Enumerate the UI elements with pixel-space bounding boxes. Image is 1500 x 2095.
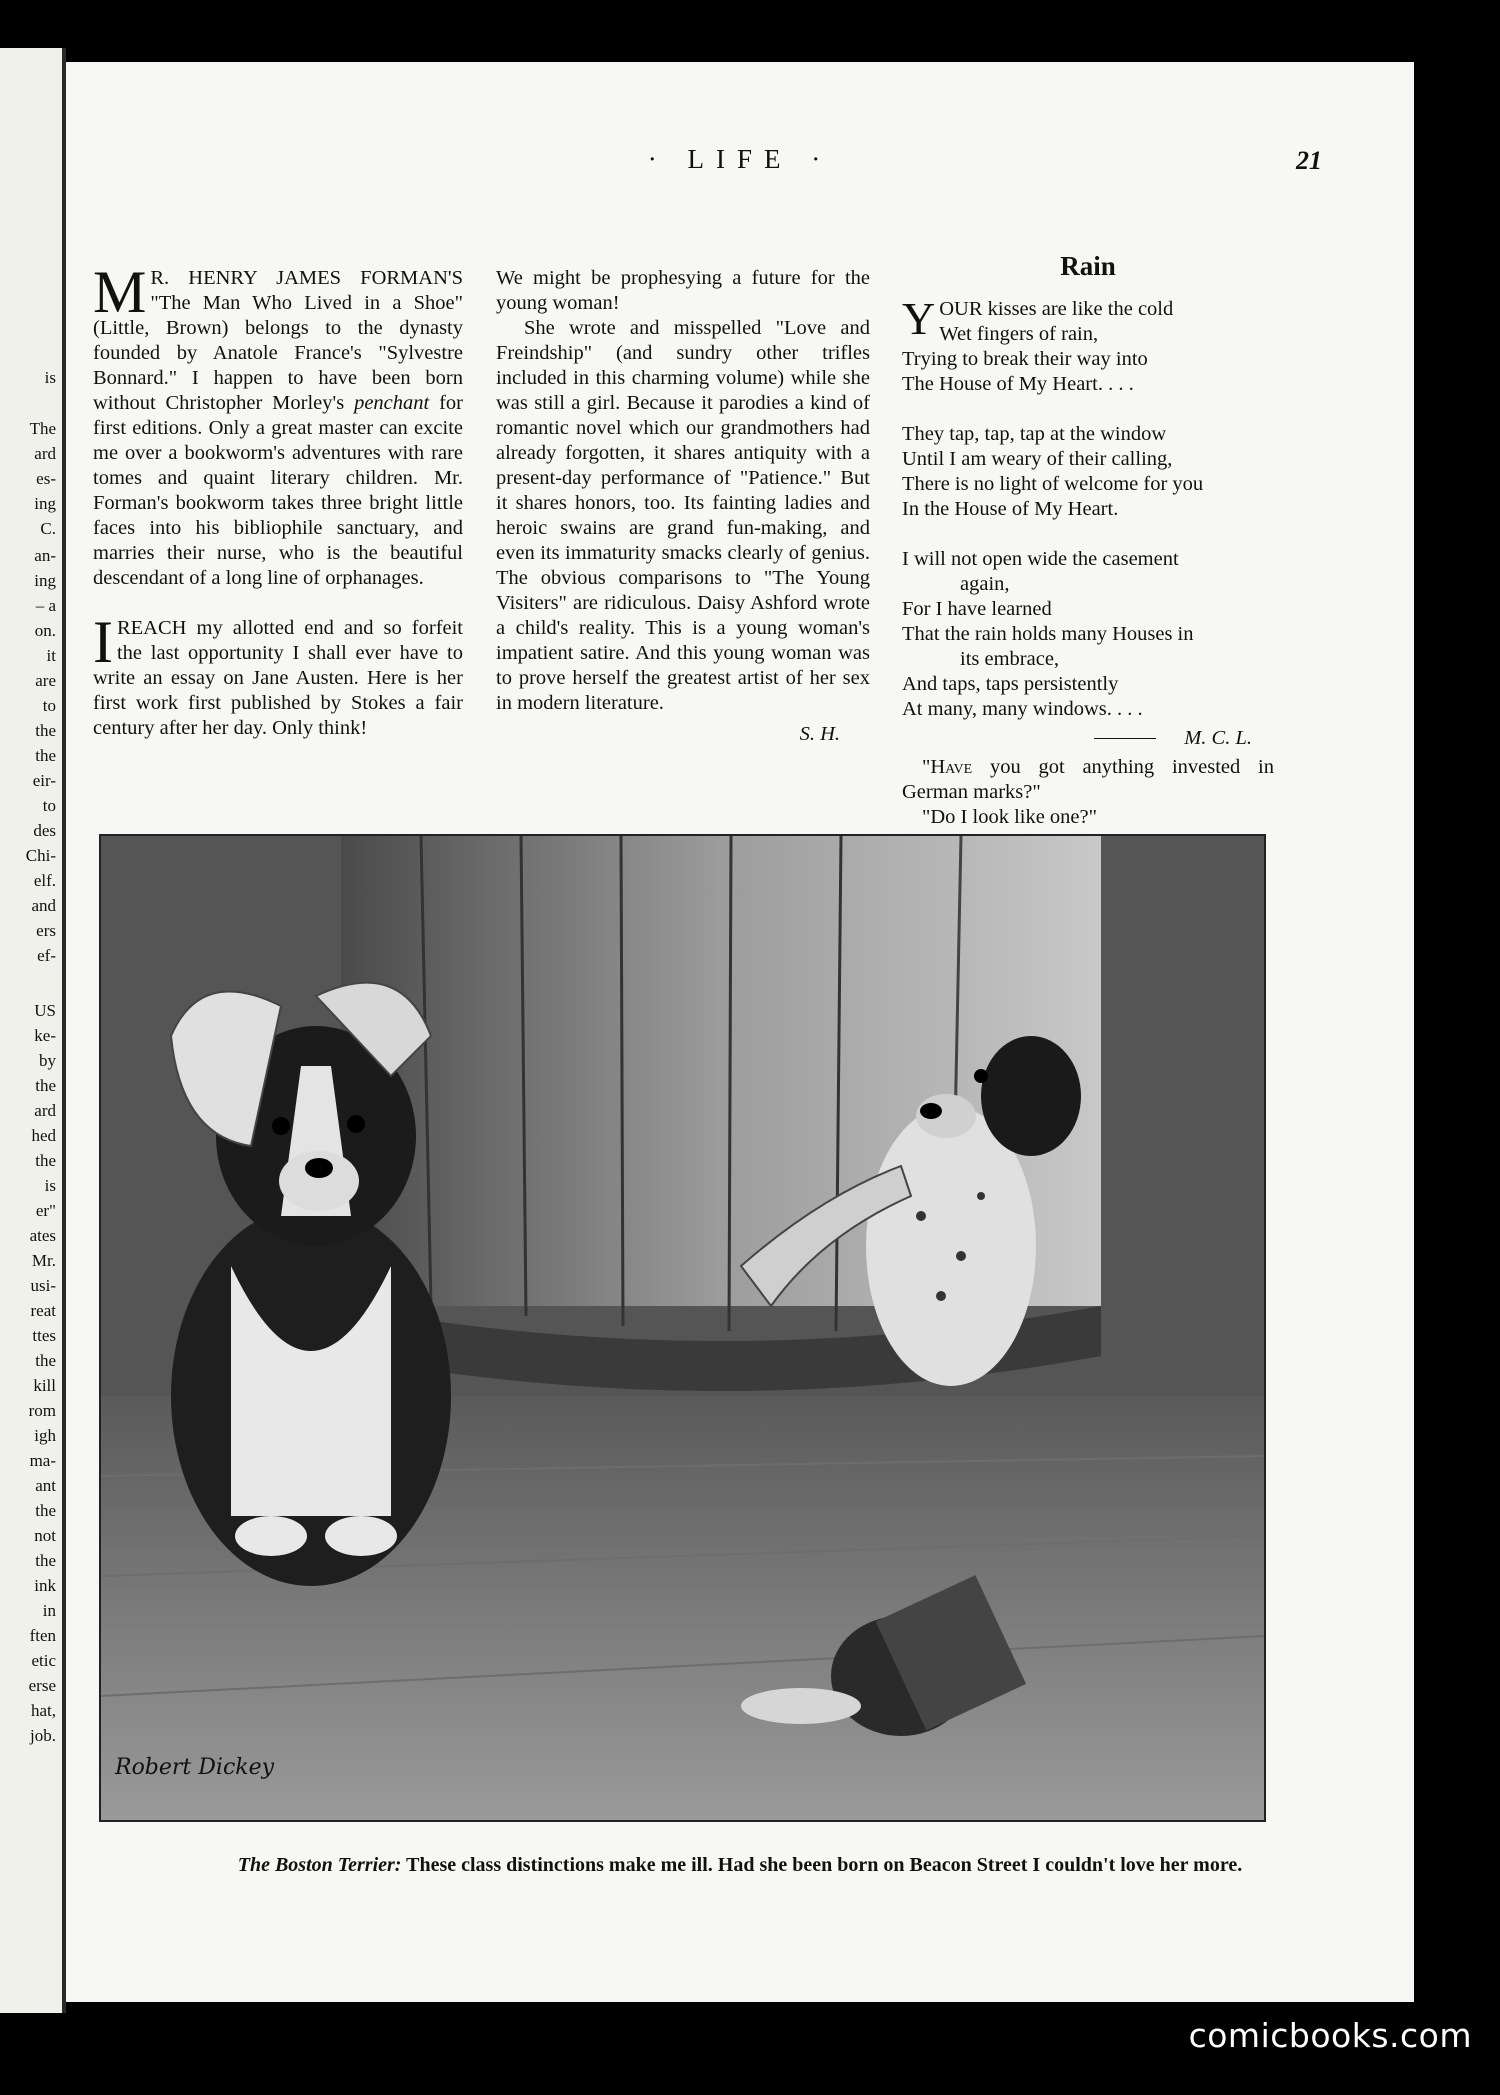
illustration-drawing [101,836,1264,1820]
left-page-fragment: ates [29,1226,56,1245]
review-paragraph-1 [93,259,464,591]
lead-in-word: Have [930,756,973,778]
caption-text: These class distinctions make me ill. Had she been born on Beacon Street I couldn't love her more. [406,1854,1243,1876]
left-page-fragment: the [35,1501,56,1520]
italic-term: penchant [354,392,430,414]
left-page-fragment: er" [35,1201,56,1220]
poem-line-continuation: again, [960,573,1010,595]
left-page-fragment: Chi- [25,846,56,865]
left-page-fragment: hed [31,1126,56,1145]
left-page-fragment: ing [34,571,56,590]
left-page-fragment: the [35,1351,56,1370]
left-page-fragment: The [29,419,56,438]
poem-stanza-3 [902,547,1274,722]
lead-in-word: REACH [116,617,187,639]
poem-column [902,251,1274,830]
left-page-fragment: to [42,696,56,715]
poem-title: Rain [1060,251,1116,281]
joke-question [902,755,1274,805]
left-page-fragment: igh [34,1426,56,1445]
poem-stanza-1 [902,293,1274,397]
caption-speaker: The Boston Terrier: [237,1854,402,1876]
left-page-fragment: ma- [29,1451,56,1470]
poem-line: Wet fingers of rain, [939,323,1099,345]
review-paragraph-2 [93,609,464,741]
author-signature: S. H. [799,723,840,745]
review-column-1 [93,259,464,741]
joke [902,755,1274,830]
left-page-fragment: Mr. [31,1251,56,1270]
poem-line: That the rain holds many Houses in [902,623,1194,645]
poem-line: The House of My Heart. . . . [902,373,1134,395]
left-page-fragment: job. [30,1726,56,1745]
watermark: comicbooks.com [1188,2016,1472,2055]
left-page-fragment: usi- [30,1276,56,1295]
left-page-fragment: reat [30,1301,56,1320]
left-page-fragment: it [46,646,56,665]
left-page-fragment: kill [33,1376,56,1395]
left-page-fragment: ard [34,1101,56,1120]
review-paragraph-3: We might be prophesying a future for the young woman! [496,267,870,314]
poem-line-continuation: its embrace, [960,648,1060,670]
page-number: 21 [1296,146,1322,175]
review-column-2 [496,266,870,747]
signature-rule [1094,738,1156,739]
left-page-fragment: ard [34,444,56,463]
poem-line: And taps, taps persistently [902,673,1119,695]
poem-stanza-2 [902,422,1274,522]
left-page-fragment: an- [34,546,56,565]
left-page-fragment: erse [28,1676,56,1695]
left-page-fragment: ers [36,921,56,940]
left-page-fragment: hat, [30,1701,56,1720]
left-page-fragment: to [42,796,56,815]
left-page-fragment: es- [36,469,56,488]
left-page-fragment: the [35,1551,56,1570]
left-page-fragment: the [35,746,56,765]
poem [902,293,1274,751]
poem-line: For I have learned [902,598,1052,620]
drop-cap: Y [902,293,936,344]
left-page-fragment: and [31,896,56,915]
left-page-fragment: ink [34,1576,56,1595]
left-page-fragment: ing [34,494,56,513]
poem-line: In the House of My Heart. [902,498,1119,520]
left-page-fragment: des [33,821,56,840]
left-page-fragment: ttes [32,1326,56,1345]
review-paragraph-4: She wrote and misspelled "Love and Freindship" (and sundry other trifles included in this charming volume) while she was still a girl. Because it parodies a kind of romantic novel which our grandmothers had already forgotten, it shares antiquity with a present-day performance of "Patience." But it shares honors, too. Its fainting ladies and heroic swains are grand fun-making, and even its immaturity smacks clearly of genius. The obvious comparisons to "The Young Visiters" are ridiculous. Daisy Ashford wrote a child's reality. This is a young woman's impatient satire. And this young woman was to prove herself the greatest artist of her sex in modern literature. [496,317,870,714]
poem-author: M. C. L. [1184,727,1252,749]
drop-cap: M [93,259,147,325]
artist-signature: Robert Dickey [115,1755,275,1780]
left-page-fragment: the [35,1076,56,1095]
paragraph-text: for first editions. Only a great master can excite me over a bookworm's adventures with rare tomes and quaint literary children. Mr. Forman's bookworm takes three bright little faces into his bibliophile sanctuary, and marries their nurse, who is the beautiful descendant of a long line of orphanages. [93,392,464,589]
left-page-fragment: etic [31,1651,56,1670]
left-page-fragment: is [44,368,56,387]
running-head: · LIFE · [647,144,833,174]
poem-line: Trying to break their way into [902,348,1148,370]
left-page-fragment: eir- [32,771,56,790]
joke-question-text: you got anything invested in German marks?" [902,756,1274,803]
left-page-fragment: by [39,1051,56,1070]
illustration-caption [66,1853,1414,1878]
left-page-fragment: US [34,1001,56,1020]
poem-line: There is no light of welcome for you [902,473,1204,495]
left-page-fragment: in [42,1601,56,1620]
magazine-page [66,62,1414,2002]
left-page-fragment: is [44,1176,56,1195]
left-page-fragment: ef- [37,946,56,965]
left-page-fragment: the [35,721,56,740]
poem-line: Until I am weary of their calling, [902,448,1173,470]
left-page-fragment: are [35,671,56,690]
left-facing-page [0,48,62,2013]
paragraph-text: my allotted end and so forfeit the last opportunity I shall ever have to write an essay on Jane Austen. Here is her first work first published by Stokes a fair century after her day. Only think! [93,617,464,739]
left-page-fragment: on. [34,621,56,640]
poem-line: At many, many windows. . . . [902,698,1143,720]
left-page-fragment: C. [40,519,56,538]
dog-illustration [99,834,1266,1822]
left-page-fragment: – a [35,596,56,615]
left-page-fragment: not [34,1526,56,1545]
left-page-fragment: ant [35,1476,56,1495]
joke-answer: "Do I look like one?" [922,806,1098,828]
quote-mark: " [922,756,931,778]
left-page-fragment: the [35,1151,56,1170]
poem-line: I will not open wide the casement [902,548,1179,570]
left-page-fragment: rom [28,1401,56,1420]
drop-cap: I [93,609,113,675]
poem-signature [902,726,1274,751]
poem-line-text: kisses are like the cold [987,298,1174,320]
paragraph-text: R. HENRY JAMES FORMAN'S "The Man Who Lived in a Shoe" (Little, Brown) belongs to the dynasty founded by Anatole France's "Sylvestre Bonnard." I happen to have been born without Christopher Morley's [93,267,463,414]
left-page-fragment: ften [29,1626,56,1645]
left-page-fragment: elf. [33,871,56,890]
left-page-fragment: ke- [34,1026,56,1045]
poem-first-word: OUR [939,298,983,320]
poem-line: They tap, tap, tap at the window [902,423,1167,445]
